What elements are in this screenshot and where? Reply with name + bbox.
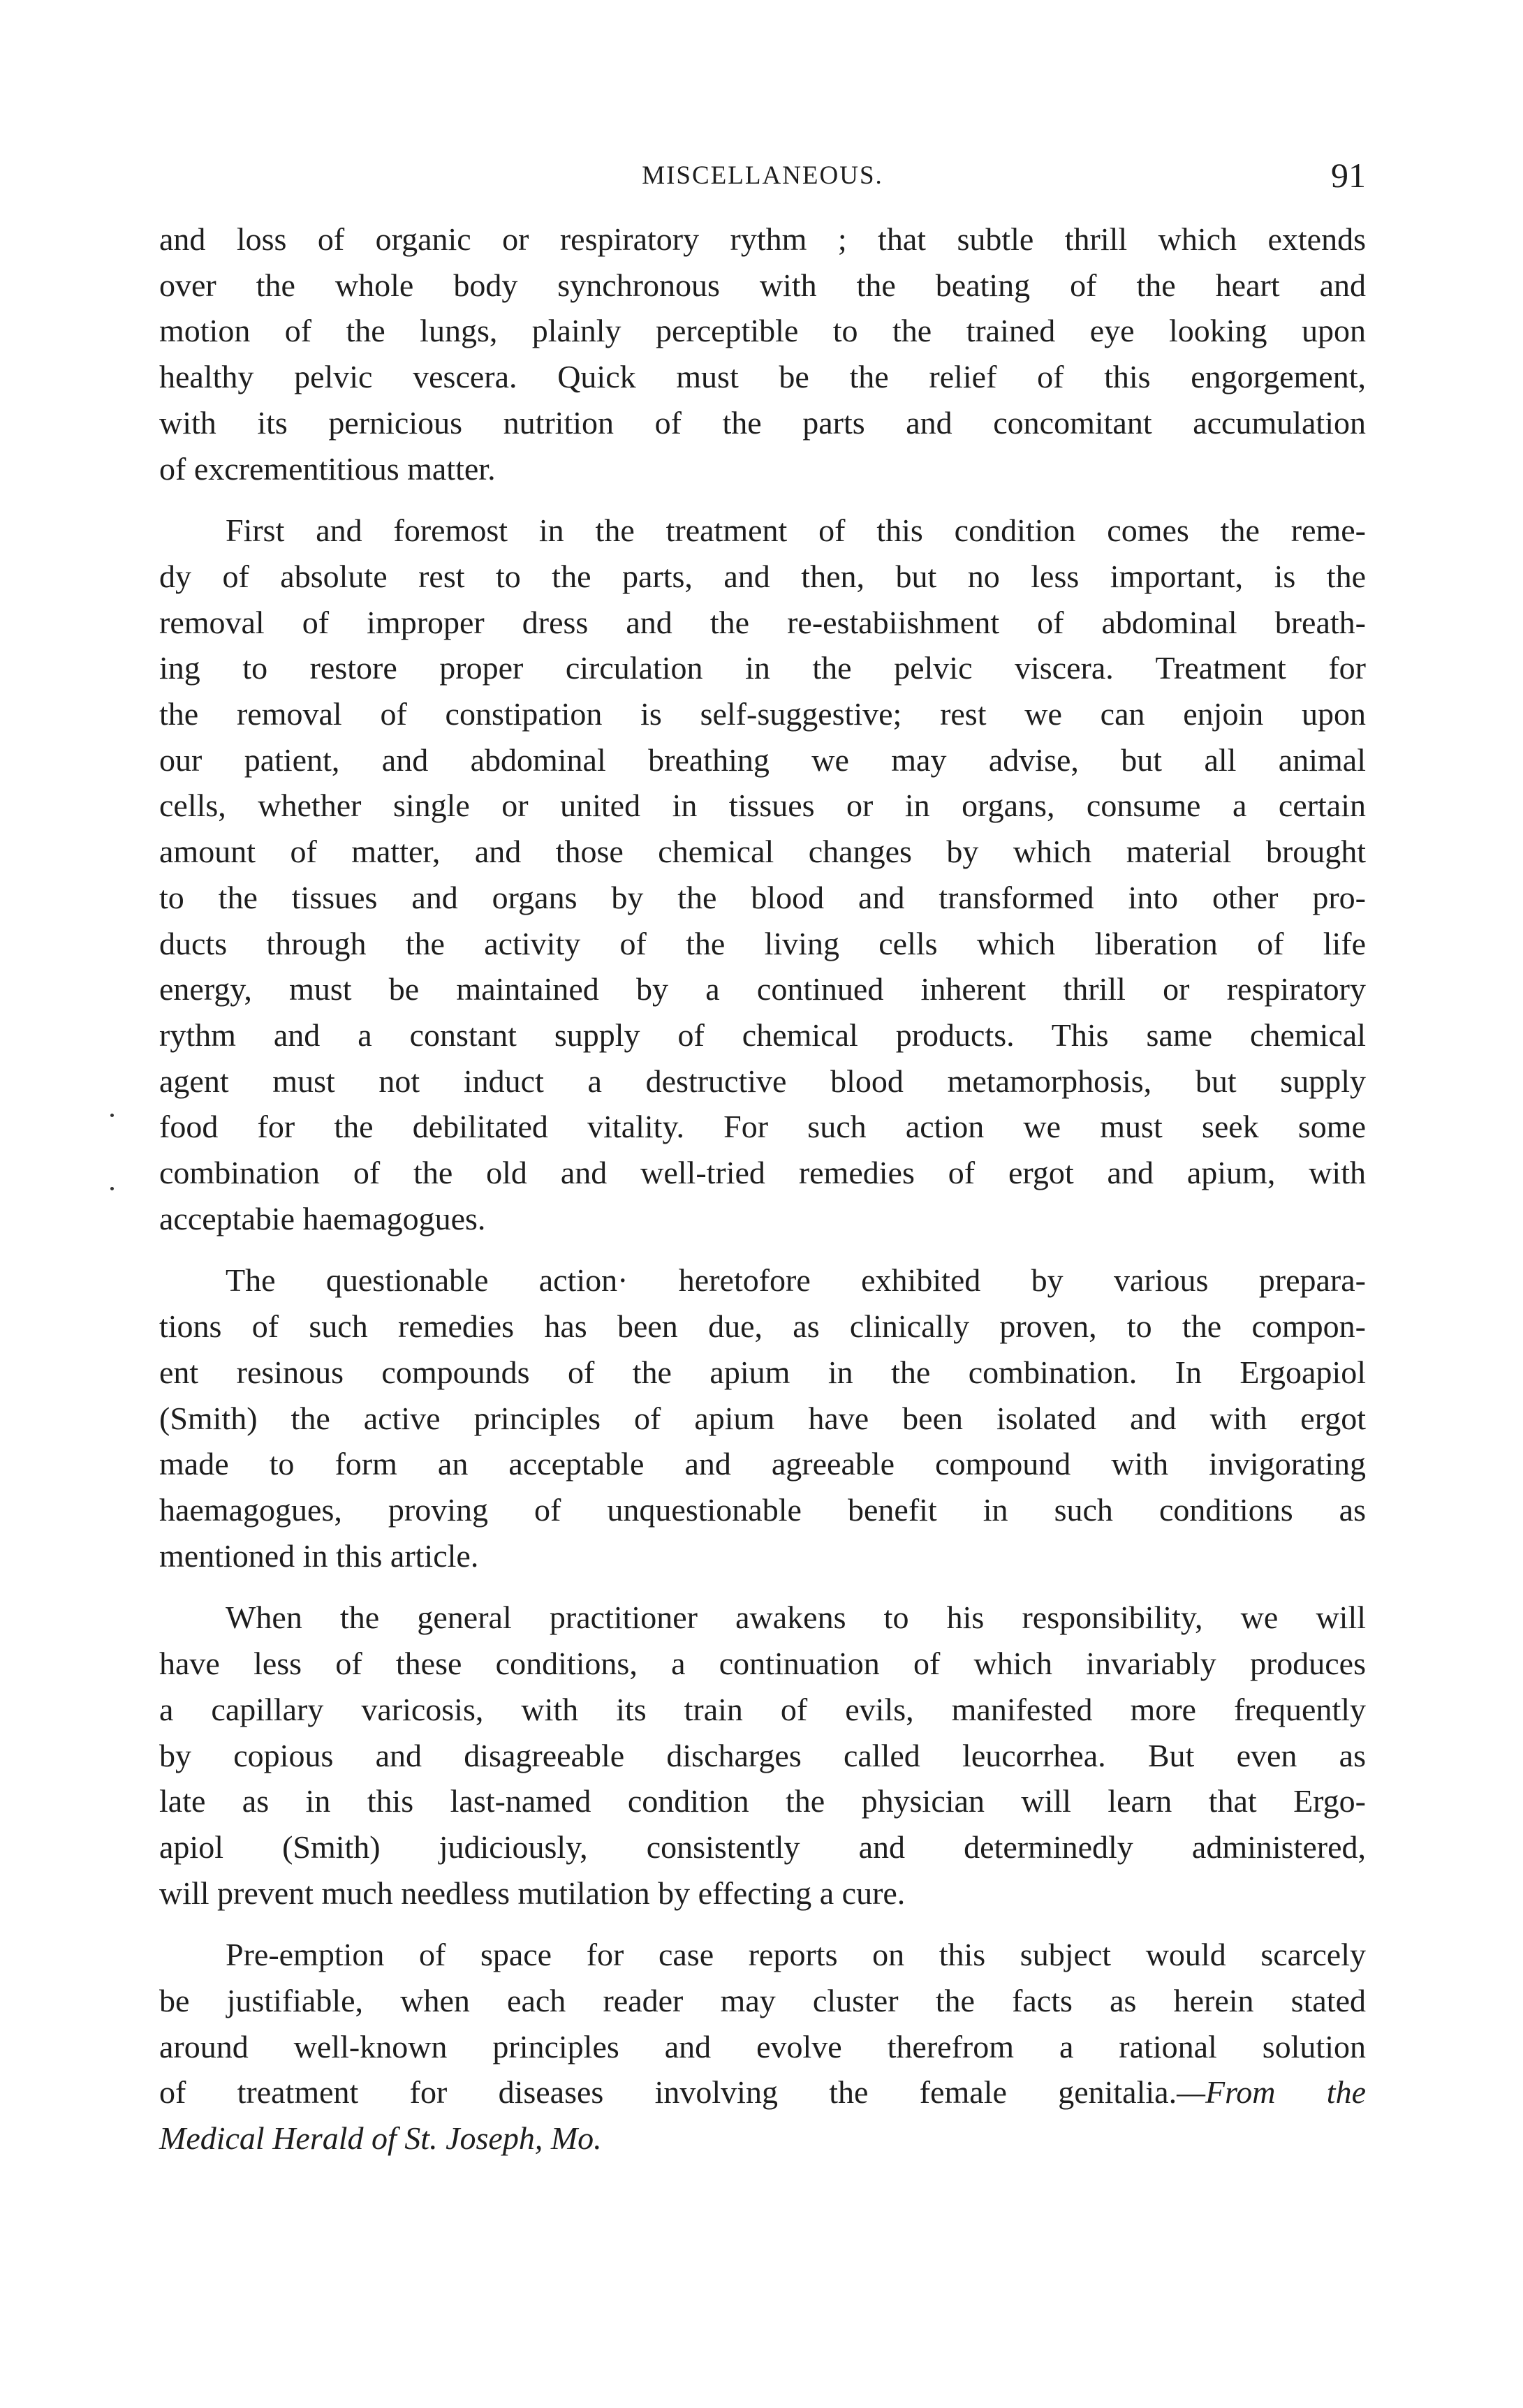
paragraph-1-end [159,446,1366,492]
text-line: a capillary varicosis, with its train of evils, manifested more frequently [159,1691,1366,1727]
source-citation [159,2115,1366,2162]
text-line: and loss of organic or respiratory rythm ; that subtle thrill which extends [159,221,1366,257]
text-line: When the general practitioner awakens to his responsibility, we will [226,1600,1366,1636]
margin-speck [110,1114,114,1117]
text-line: Medical Herald of St. Joseph, Mo. [159,2120,602,2157]
text-line: dy of absolute rest to the parts, and then, but no less important, is the [159,558,1366,594]
text-line: have less of these conditions, a continuation of which invariably produces [159,1646,1366,1682]
text-line: ducts through the activity of the living cells which liberation of life [159,925,1366,961]
text-line: around well-known principles and evolve therefrom a rational solution [159,2028,1366,2064]
text-line: ent resinous compounds of the apium in the combination. In Ergoapiol [159,1354,1366,1390]
text-line: made to form an acceptable and agreeable compound with invigorating [159,1446,1366,1482]
text-line: agent must not induct a destructive blood metamorphosis, but supply [159,1063,1366,1099]
text-line: of excrementitious matter. [159,450,496,487]
paragraph-4 [159,1595,1366,1870]
text-line: the removal of constipation is self-suggestive; rest we can enjoin upon [159,696,1366,732]
text-line: to the tissues and organs by the blood and transformed into other pro- [159,879,1366,915]
text-line: food for the debilitated vitality. For such action we must seek some [159,1109,1366,1145]
text-line: over the whole body synchronous with the beating of the heart and [159,267,1366,303]
text-line: late as in this last-named condition the physician will learn that Ergo- [159,1783,1366,1819]
text-line: mentioned in this article. [159,1537,479,1574]
text-line: be justifiable, when each reader may cluster the facts as herein stated [159,1983,1366,2019]
text-line: acceptabie haemagogues. [159,1200,486,1236]
text-line: Pre-emption of space for case reports on this subject would scarcely [226,1937,1366,1973]
text-line: of treatment for diseases involving the female genitalia. [159,2074,1177,2111]
text-line: apiol (Smith) judiciously, consistently and determinedly administered, [159,1829,1366,1865]
text-line: with its pernicious nutrition of the parts and concomitant accumulation [159,404,1366,441]
paragraph-4-end [159,1870,1366,1916]
paragraph-1 [159,216,1366,446]
text-line: ing to restore proper circulation in the pelvic viscera. Treatment for [159,650,1366,686]
text-line: motion of the lungs, plainly perceptible to the trained eye looking upon [159,313,1366,349]
text-line: (Smith) the active principles of apium have been isolated and with ergot [159,1400,1366,1436]
text-line: amount of matter, and those chemical changes by which material brought [159,834,1366,870]
text-line: will prevent much needless mutilation by effecting a cure. [159,1875,906,1911]
paragraph-2 [159,508,1366,1196]
running-header [159,155,1366,197]
text-line: energy, must be maintained by a continued inherent thrill or respiratory [159,971,1366,1007]
running-title: MISCELLANEOUS. [642,161,883,190]
margin-speck [110,1187,114,1190]
text-line: rythm and a constant supply of chemical products. This same chemical [159,1017,1366,1053]
text-line: our patient, and abdominal breathing we may advise, but all animal [159,741,1366,778]
article-body [159,216,1366,2162]
paragraph-3 [159,1257,1366,1532]
text-line: tions of such remedies has been due, as clinically proven, to the compon- [159,1308,1366,1345]
text-line: healthy pelvic vescera. Quick must be the relief of this engorgement, [159,359,1366,395]
paragraph-3-end [159,1533,1366,1579]
text-line: cells, whether single or united in tissues or in organs, consume a certain [159,788,1366,824]
text-line: First and foremost in the treatment of this condition comes the reme- [226,512,1366,549]
text-line: by copious and disagreeable discharges called leucorrhea. But even as [159,1737,1366,1773]
text-line: haemagogues, proving of unquestionable benefit in such conditions as [159,1491,1366,1528]
page-number: 91 [1331,156,1366,195]
text-line: The questionable action· heretofore exhibited by various prepara- [226,1262,1366,1299]
paragraph-2-end [159,1196,1366,1242]
text-line: removal of improper dress and the re-estabiishment of abdominal breath- [159,604,1366,640]
source-citation-start: —From the [1177,2074,1366,2111]
text-line: combination of the old and well-tried remedies of ergot and apium, with [159,1155,1366,1191]
paragraph-5 [159,1932,1366,2115]
